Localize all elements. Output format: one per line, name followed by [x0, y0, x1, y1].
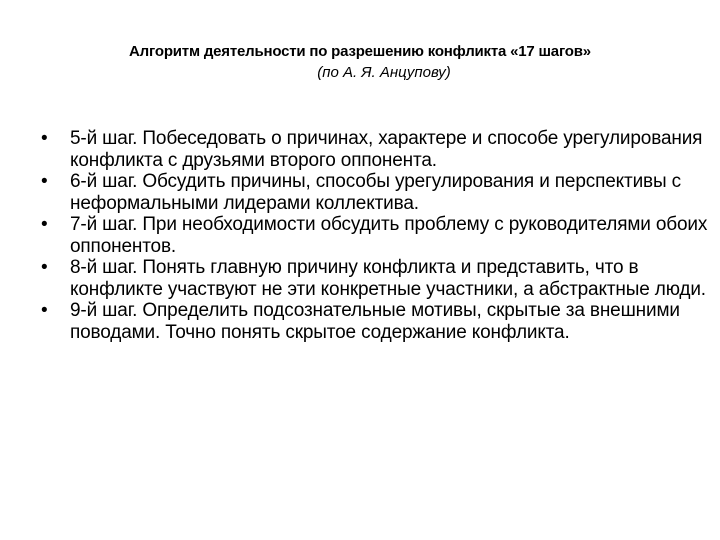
- bullet-text: 9-й шаг. Определить подсознательные мотивы, скрытые за внешними поводами. Точно понять скрытое содержание конфликта.: [70, 300, 680, 343]
- title-block: [40, 42, 680, 83]
- bullet-list: [40, 128, 708, 343]
- bullet-text: 6-й шаг. Обсудить причины, способы урегулирования и перспективы с неформальными лидерами коллектива.: [70, 171, 681, 214]
- bullet-icon: •: [41, 128, 48, 149]
- bullet-item-step-9: [40, 300, 708, 343]
- bullet-icon: •: [41, 257, 48, 278]
- bullet-icon: •: [41, 171, 48, 192]
- bullet-item-step-7: [40, 214, 708, 257]
- bullet-item-step-8: [40, 257, 708, 300]
- bullet-icon: •: [41, 300, 48, 321]
- bullet-icon: •: [41, 214, 48, 235]
- bullet-text: 8-й шаг. Понять главную причину конфликта и представить, что в конфликте участвуют не эти конкретные участники, а абстрактные люди.: [70, 257, 706, 300]
- bullet-item-step-5: [40, 128, 708, 171]
- bullet-item-step-6: [40, 171, 708, 214]
- slide-title: Алгоритм деятельности по разрешению конфликта «17 шагов»: [129, 43, 591, 60]
- bullet-text: 5-й шаг. Побеседовать о причинах, характере и способе урегулирования конфликта с друзьями второго оппонента.: [70, 128, 703, 171]
- slide-subtitle: (по А. Я. Анцупову): [317, 64, 451, 81]
- bullet-text: 7-й шаг. При необходимости обсудить проблему с руководителями обоих оппонентов.: [70, 214, 708, 257]
